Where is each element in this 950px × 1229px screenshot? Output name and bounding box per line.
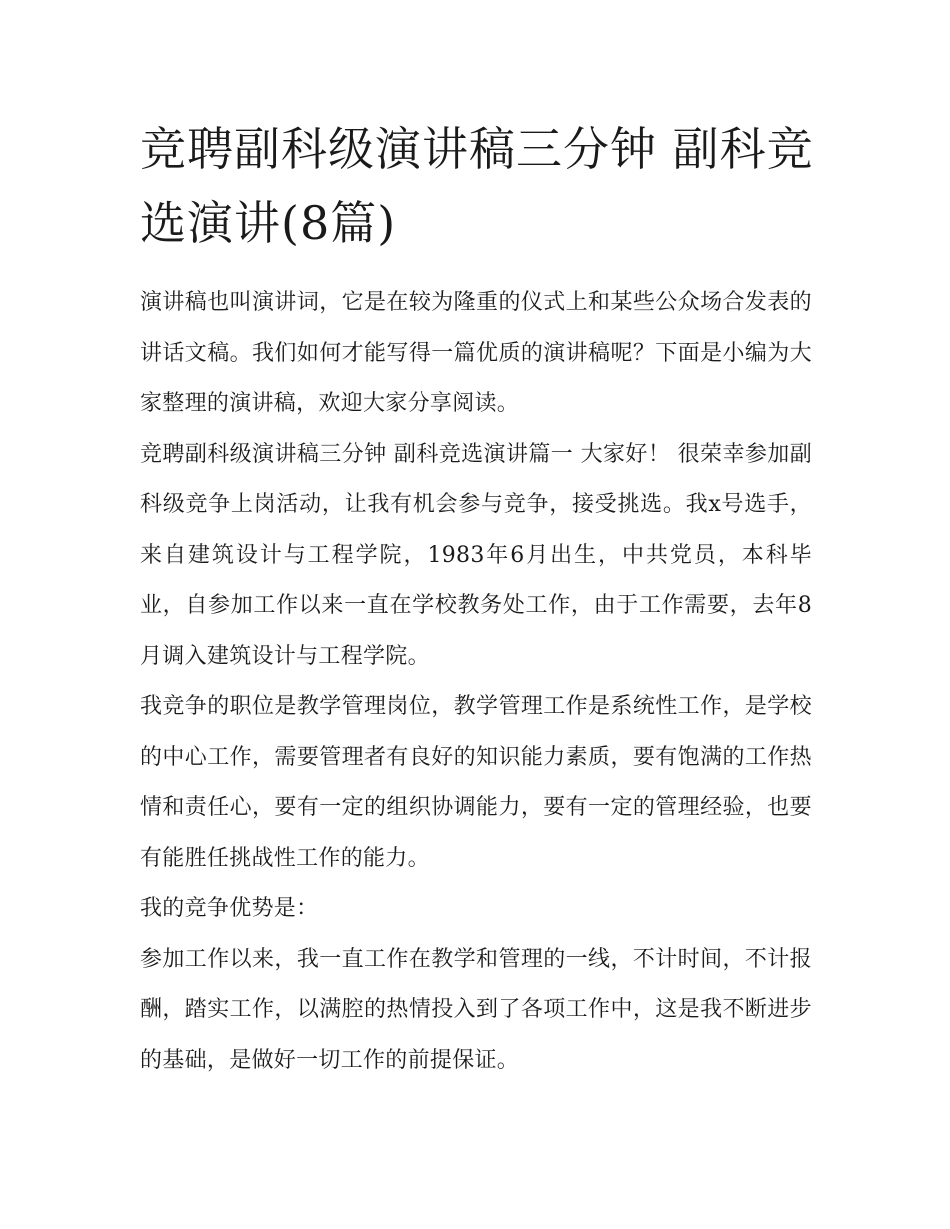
paragraph-intro: 演讲稿也叫演讲词，它是在较为隆重的仪式上和某些公众场合发表的讲话文稿。我们如何才能写得一篇优质的演讲稿呢？下面是小编为大家整理的演讲稿，欢迎大家分享阅读。 <box>140 290 812 416</box>
paragraph-advantages-heading: 我的竞争优势是： <box>140 896 319 921</box>
document-body <box>140 278 812 1086</box>
paragraph-position: 我竞争的职位是教学管理岗位，教学管理工作是系统性工作，是学校的中心工作，需要管理者有良好的知识能力素质，要有饱满的工作热情和责任心，要有一定的组织协调能力，要有一定的管理经验，也要有能胜任挑战性工作的能力。 <box>140 694 812 871</box>
paragraph-speech-opening: 竞聘副科级演讲稿三分钟 副科竞选演讲篇一 大家好！ 很荣幸参加副科级竞争上岗活动，让我有机会参与竞争，接受挑选。我x号选手，来自建筑设计与工程学院，1983年6月出生，中共党员，本科毕业，自参加工作以来一直在学校教务处工作，由于工作需要，去年8月调入建筑设计与工程学院。 <box>140 441 812 669</box>
paragraph-advantage-one: 参加工作以来，我一直工作在教学和管理的一线，不计时间，不计报酬，踏实工作，以满腔的热情投入到了各项工作中，这是我不断进步的基础，是做好一切工作的前提保证。 <box>140 946 812 1073</box>
document-title: 竞聘副科级演讲稿三分钟 副科竞选演讲(8篇) <box>140 122 814 250</box>
